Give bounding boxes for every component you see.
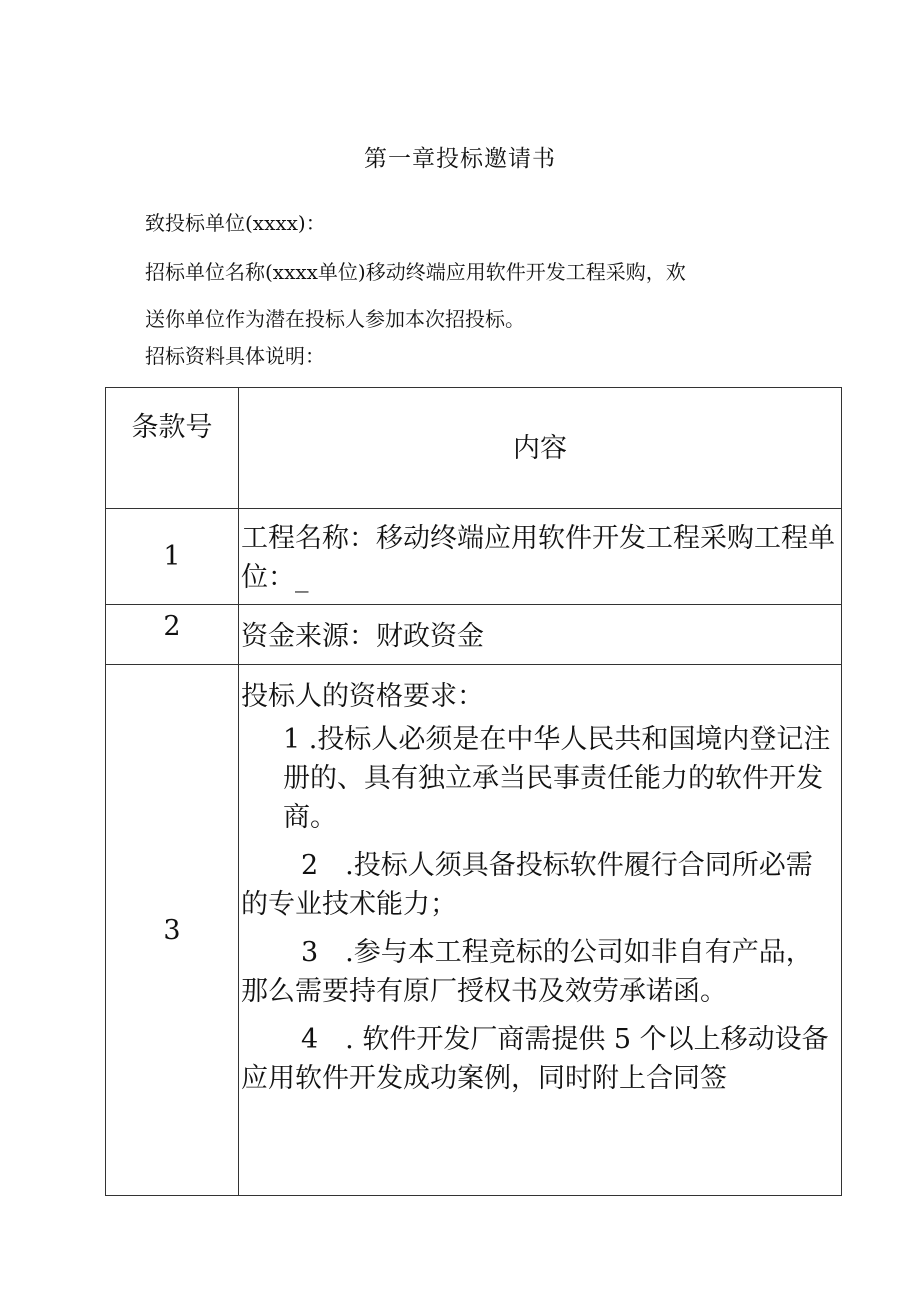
clause-content-cell (239, 509, 842, 605)
requirement-item (241, 846, 841, 924)
requirements-intro: 投标人的资格要求： (241, 681, 484, 712)
requirement-text-line: 4 . 软件开发厂商需提供 5 个以上移动设备 (301, 1024, 829, 1055)
requirement-text-line: 的专业技术能力； (241, 889, 457, 920)
header-content (239, 388, 842, 509)
table-header-row (106, 388, 842, 509)
clause-number: 1 (163, 541, 181, 572)
recipient-line: 致投标单位(xxxx)： (145, 211, 326, 235)
requirement-item (241, 1020, 841, 1098)
clause-text-line: 位：_ (241, 562, 309, 593)
clause-content-cell (239, 605, 842, 665)
requirement-text-line: 那么需要持有原厂授权书及效劳承诺函。 (241, 976, 727, 1007)
invitation-text-line-1: 招标单位名称(xxxx单位)移动终端应用软件开发工程采购，欢 (145, 260, 686, 284)
clause-text-line: 资金来源：财政资金 (241, 621, 484, 652)
clause-number-cell (106, 665, 239, 1196)
clause-number-cell (106, 509, 239, 605)
header-clause-number-label: 条款号 (131, 412, 213, 443)
clause-number: 2 (163, 611, 181, 642)
requirement-text-line: 1 .投标人必须是在中华人民共和国境内登记注 (283, 724, 831, 755)
requirement-item (241, 933, 841, 1011)
clause-number-cell (106, 605, 239, 665)
table-row (106, 509, 842, 605)
requirement-text-line: 应用软件开发成功案例，同时附上合同签 (241, 1063, 727, 1094)
header-content-label: 内容 (513, 432, 567, 464)
invitation-text-line-2: 送你单位作为潜在投标人参加本次招投标。 (145, 307, 525, 331)
clause-content-cell (239, 665, 842, 1196)
requirement-text-line: 2 .投标人须具备投标软件履行合同所必需 (301, 850, 813, 881)
requirement-item (241, 720, 841, 837)
clause-text-line: 工程名称：移动终端应用软件开发工程采购工程单 (241, 523, 835, 554)
header-clause-number (106, 388, 239, 509)
clause-number: 3 (163, 914, 181, 946)
requirement-text-line: 3 .参与本工程竞标的公司如非自有产品， (301, 937, 813, 968)
clause-table (105, 387, 842, 1196)
table-row (106, 665, 842, 1196)
requirement-text-line: 册的、具有独立承当民事责任能力的软件开发 (283, 763, 823, 794)
requirement-text-line: 商。 (283, 802, 337, 833)
document-title: 第一章投标邀请书 (364, 146, 556, 172)
details-heading: 招标资料具体说明： (145, 344, 325, 368)
table-row (106, 605, 842, 665)
